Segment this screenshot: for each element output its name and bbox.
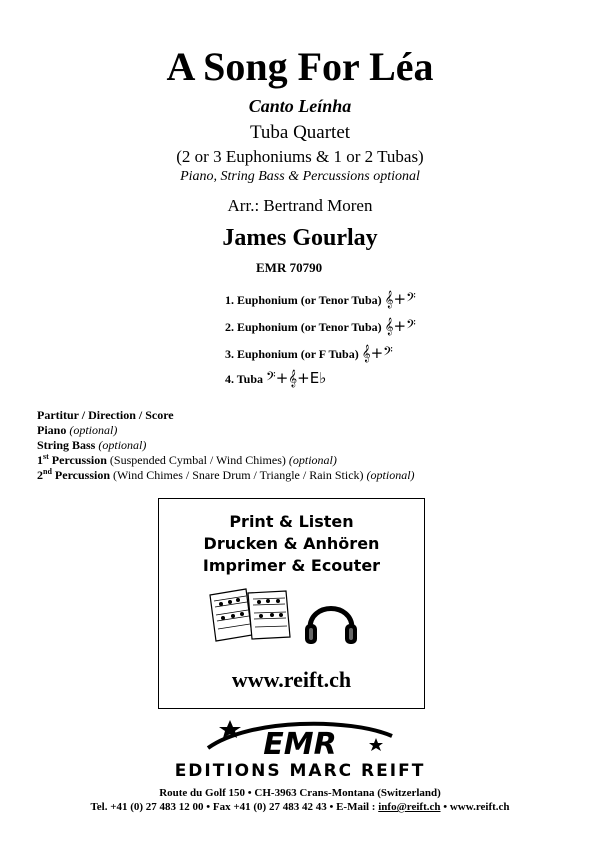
promo-line: Print & Listen xyxy=(229,512,354,531)
clef-icon: 𝄞+𝄢 xyxy=(384,317,416,335)
perc1-detail: (Suspended Cymbal / Wind Chimes) xyxy=(109,453,286,467)
promo-url[interactable]: www.reift.ch xyxy=(231,667,352,692)
perc1-note: (optional) xyxy=(288,453,337,467)
perc2-note: (optional) xyxy=(366,468,415,482)
part-label: 1. Euphonium (or Tenor Tuba) xyxy=(225,293,382,307)
arranger: Arr.: Bertrand Moren xyxy=(227,196,373,215)
perc2-ordinal: nd xyxy=(43,467,52,476)
list-item xyxy=(37,423,415,438)
promo-box xyxy=(158,498,425,709)
perc1-number: 1 xyxy=(37,453,43,467)
list-item xyxy=(37,408,415,423)
catalog-number: EMR 70790 xyxy=(256,260,323,275)
part-label: 3. Euphonium (or F Tuba) xyxy=(225,347,359,361)
promo-line: Imprimer & Ecouter xyxy=(202,556,381,575)
sheet-music-icon xyxy=(206,587,294,647)
logo-text: EMR xyxy=(263,727,337,760)
part-item xyxy=(225,291,416,308)
ensemble: Tuba Quartet xyxy=(249,122,351,143)
title: A Song For Léa xyxy=(166,44,434,89)
clef-icon: 𝄞+𝄢 xyxy=(361,344,393,362)
subtitle: Canto Leínha xyxy=(248,96,352,116)
clef-icon: 𝄢+𝄞+E♭ xyxy=(266,369,327,387)
contact-website: • www.reift.ch xyxy=(440,801,510,813)
perc2-number: 2 xyxy=(37,468,43,482)
contact-phone-fax: Tel. +41 (0) 27 483 12 00 • Fax +41 (0) 27 483 42 43 • E-Mail : xyxy=(90,801,379,813)
part-item xyxy=(225,370,326,387)
instrumentation: (2 or 3 Euphoniums & 1 or 2 Tubas) xyxy=(176,147,424,166)
piano-label: Piano xyxy=(37,423,67,437)
optional-instruments: Piano, String Bass & Percussions optional xyxy=(180,169,420,184)
clef-icon: 𝄞+𝄢 xyxy=(384,290,416,308)
publisher-address: Route du Golf 150 • CH-3963 Crans-Montana (Switzerland) xyxy=(159,787,441,799)
publisher-contact xyxy=(0,800,600,814)
perc1-label: Percussion xyxy=(51,453,107,467)
perc2-detail: (Wind Chimes / Snare Drum / Triangle / Rain Stick) xyxy=(113,468,364,482)
list-item xyxy=(37,468,415,483)
part-item xyxy=(225,345,393,362)
piano-note: (optional) xyxy=(69,423,118,437)
part-label: 4. Tuba xyxy=(225,372,264,386)
perc1-ordinal: st xyxy=(43,452,49,461)
score-label: Partitur / Direction / Score xyxy=(37,408,174,422)
publisher-name: EDITIONS MARC REIFT xyxy=(174,761,426,781)
string-bass-note: (optional) xyxy=(98,438,147,452)
part-item xyxy=(225,318,416,335)
list-item xyxy=(37,453,415,468)
list-item xyxy=(37,438,415,453)
score-parts-list xyxy=(37,408,415,483)
promo-line: Drucken & Anhören xyxy=(203,534,380,553)
perc2-label: Percussion xyxy=(54,468,111,482)
part-label: 2. Euphonium (or Tenor Tuba) xyxy=(225,320,382,334)
string-bass-label: String Bass xyxy=(37,438,96,452)
composer: James Gourlay xyxy=(222,225,378,251)
headphones-icon xyxy=(302,592,360,650)
email-link[interactable]: info@reift.ch xyxy=(378,801,441,813)
emr-logo xyxy=(200,716,400,760)
